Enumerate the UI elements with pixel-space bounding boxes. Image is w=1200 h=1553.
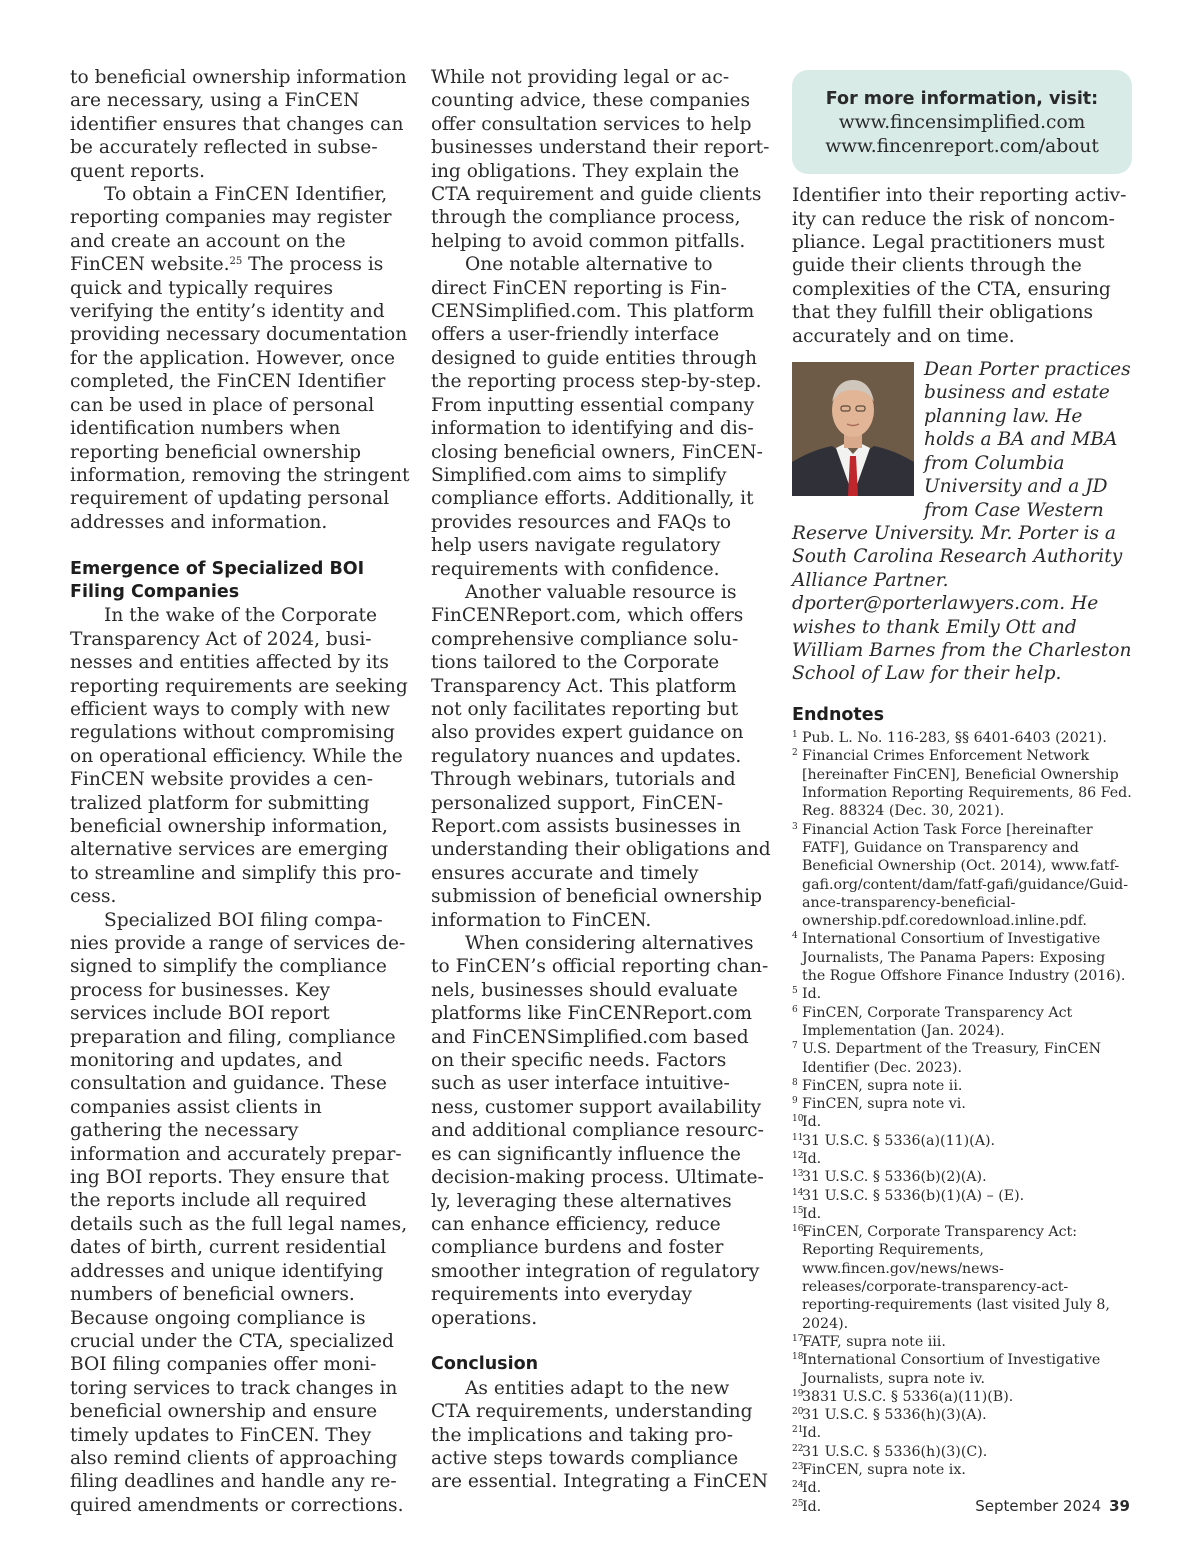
endnote-item: 1 Pub. L. No. 116-283, §§ 6401-6403 (2021). [792, 730, 1107, 747]
endnote-item: 21Id. [792, 1425, 822, 1442]
endnote-item: 3 Financial Action Task Force [hereinafter FATF], Guidance on Transparency and Beneficial Ownership (Oct. 2014), www.fatf-gafi.org/content/dam/fatf-gafi/guidance/Guidance-transparency-beneficial-ownership.pdf.coredownload.inline.pdf. [792, 821, 1128, 930]
endnote-text: FATF, supra note iii. [802, 1333, 946, 1350]
endnote-text: 31 U.S.C. § 5336(b)(1)(A) – (E). [802, 1187, 1025, 1204]
endnote-item: 8 FinCEN, supra note ii. [792, 1077, 963, 1094]
author-photo [792, 362, 914, 496]
endnote-item: 15Id. [792, 1205, 822, 1222]
endnote-text: Pub. L. No. 116-283, §§ 6401-6403 (2021). [802, 730, 1107, 747]
paragraph: One notable alternative to direct FinCEN reporting is FinCENSimplified.com. This platform offers a user-friendly interface designed to guide entities through the reporting process step-by-step. From inputting essential company information to identifying and disclosing beneficial owners, FinCENSimplified.com aims to simplify compliance efforts. Additionally, it provides resources and FAQs to help users navigate regulatory requirements with confidence. [431, 254, 763, 580]
paragraph: to beneficial ownership information are necessary, using a FinCEN identifier ensures that changes can be accurately reflected in subsequent reports. [70, 67, 407, 182]
endnotes [792, 704, 1132, 1516]
footnote-ref[interactable]: 25 [229, 256, 243, 268]
endnote-item: 6 FinCEN, Corporate Transparency Act Implementation (Jan. 2024). [792, 1004, 1073, 1039]
endnote-item: 1331 U.S.C. § 5336(b)(2)(A). [792, 1169, 987, 1186]
endnote-item: 2 Financial Crimes Enforcement Network [hereinafter FinCEN], Beneficial Ownership Information Reporting Requirements, 86 Fed. Reg. 88324 (Dec. 30, 2021). [792, 748, 1132, 820]
paragraph: While not providing legal or accounting advice, these companies offer consultation services to help businesses understand their reporting obligations. They explain the CTA requirement and guide clients through the compliance process, helping to avoid common pitfalls. [431, 67, 770, 252]
endnote-item: 2031 U.S.C. § 5336(h)(3)(A). [792, 1407, 987, 1424]
endnote-item: 17FATF, supra note iii. [792, 1333, 946, 1350]
info-box [792, 70, 1132, 174]
page-number: 39 [1109, 1497, 1130, 1515]
paragraph: As entities adapt to the new CTA requirements, understanding the implications and taking proactive steps towards compliance are essential. Integrating a FinCEN [431, 1377, 768, 1493]
paragraph: Another valuable resource is FinCENReport.com, which offers comprehensive compliance solutions tailored to the Corporate Transparency Act. This platform not only facilitates reporting but also provides expert guidance on regulatory nuances and updates. Through webinars, tutorials and personalized support, FinCENReport.com assists businesses in understanding their obligations and ensures accurate and timely submission of beneficial ownership information to FinCEN. [431, 581, 771, 931]
endnote-item: 2231 U.S.C. § 5336(h)(3)(C). [792, 1443, 988, 1460]
endnote-text: U.S. Department of the Treasury, FinCEN Identifier (Dec. 2023). [802, 1041, 1102, 1076]
issue-date: September 2024 [975, 1497, 1102, 1515]
page-footer [975, 1497, 1130, 1515]
author-bio [792, 358, 1132, 686]
endnote-item: 12Id. [792, 1150, 822, 1167]
author-portrait-icon [792, 362, 914, 496]
endnote-item: 9 FinCEN, supra note vi. [792, 1096, 966, 1113]
column-1 [70, 66, 410, 1517]
endnote-text: Id. [802, 1480, 822, 1497]
endnote-item: 1431 U.S.C. § 5336(b)(1)(A) – (E). [792, 1187, 1025, 1204]
section-heading: Conclusion [431, 1354, 539, 1375]
paragraph: When considering alternatives to FinCEN’s official reporting channels, businesses should evaluate platforms like FinCENReport.com and FinCENSimplified.com based on their specific needs. Factors such as user interface intuitiveness, customer support availability and additional compliance resources can significantly influence the decision-making process. Ultimately, leveraging these alternatives can enhance efficiency, reduce compliance burdens and foster smoother integration of regulatory requirements into everyday operations. [431, 933, 769, 1329]
endnote-text: 31 U.S.C. § 5336(b)(2)(A). [802, 1169, 987, 1186]
paragraph: In the wake of the Corporate Transparency Act of 2024, businesses and entities affected by its reporting requirements are seeking efficient ways to comply with new regulations without compromising on operational efficiency. While the FinCEN website provides a centralized platform for submitting beneficial ownership information, alternative services are emerging to streamline and simplify this process. [70, 605, 408, 908]
endnote-text: Id. [802, 1205, 822, 1222]
column-2 [431, 66, 771, 1494]
endnote-item: 10Id. [792, 1114, 822, 1131]
endnote-item: 7 U.S. Department of the Treasury, FinCEN Identifier (Dec. 2023). [792, 1041, 1102, 1076]
endnote-text: Financial Action Task Force [hereinafter FATF], Guidance on Transparency and Beneficial Ownership (Oct. 2014), www.fatf-gafi.org/content/dam/fatf-gafi/guidance/Guidance-transparency-beneficial-ownership.pdf.coredownload.inline.pdf. [802, 821, 1128, 930]
info-link[interactable]: www.fincenreport.com/about [825, 135, 1099, 157]
endnote-text: Id. [802, 986, 822, 1003]
endnote-item: 18International Consortium of Investigative Journalists, supra note iv. [792, 1352, 1101, 1387]
endnote-text: Id. [802, 1114, 822, 1131]
endnote-text: FinCEN, Corporate Transparency Act Implementation (Jan. 2024). [802, 1004, 1073, 1039]
endnote-text: 3831 U.S.C. § 5336(a)(11)(B). [802, 1388, 1014, 1405]
endnote-text: FinCEN, supra note ii. [802, 1077, 963, 1094]
endnote-text: 31 U.S.C. § 5336(h)(3)(A). [802, 1407, 987, 1424]
paragraph-text: To obtain a FinCEN Identifier, reporting companies may register and create an account on the FinCEN website. [70, 184, 392, 276]
endnote-item: 24Id. [792, 1480, 822, 1497]
endnote-text: FinCEN, supra note vi. [802, 1096, 966, 1113]
endnote-text: Id. [802, 1498, 822, 1515]
endnote-item: 193831 U.S.C. § 5336(a)(11)(B). [792, 1388, 1014, 1405]
paragraph [70, 183, 410, 534]
endnote-text: 31 U.S.C. § 5336(a)(11)(A). [802, 1132, 996, 1149]
endnote-item: 25Id. [792, 1498, 822, 1515]
endnote-text: Id. [802, 1425, 822, 1442]
endnote-text: FinCEN, Corporate Transparency Act: Reporting Requirements, www.fincen.gov/news/news-releases/corporate-transparency-act-reporting-requirements (last visited July 8, 2024). [802, 1224, 1110, 1332]
endnote-text: Id. [802, 1150, 822, 1167]
endnote-text: 31 U.S.C. § 5336(h)(3)(C). [802, 1443, 988, 1460]
bio-text: Dean Porter practices business and estate planning law. He holds a BA and MBA from Columbia University and a JD from Case Western Reserve University. Mr. Porter is a South Carolina Research Authority Alliance Partner. dporter@porterlawyers.com. He wishes to thank Emily Ott and William Barnes from the Charleston School of Law for their help. [792, 359, 1132, 685]
info-box-title: For more information, visit: [825, 89, 1099, 109]
paragraph: Specialized BOI filing companies provide a range of services designed to simplify the compliance process for businesses. Key services include BOI report preparation and filing, compliance monitoring and updates, and consultation and guidance. These companies assist clients in gathering the necessary information and accurately preparing BOI reports. They ensure that the reports include all required details such as the full legal names, dates of birth, current residential addresses and unique identifying numbers of beneficial owners. Because ongoing compliance is crucial under the CTA, specialized BOI filing companies offer monitoring services to track changes in beneficial ownership and ensure timely updates to FinCEN. They also remind clients of approaching filing deadlines and handle any required amendments or corrections. [70, 909, 408, 1516]
endnote-item: 16FinCEN, Corporate Transparency Act: Reporting Requirements, www.fincen.gov/news/news-releases/corporate-transparency-act-reporting-requirements (last visited July 8, 2024). [792, 1224, 1110, 1332]
section-heading: Emergence of Specialized BOI Filing Companies [70, 558, 365, 602]
endnote-text: International Consortium of Investigative Journalists, The Panama Papers: Exposing the Rogue Offshore Finance Industry (2016). [802, 931, 1126, 985]
endnote-text: International Consortium of Investigative Journalists, supra note iv. [802, 1352, 1101, 1387]
endnotes-title: Endnotes [792, 704, 885, 725]
endnote-item: 4 International Consortium of Investigative Journalists, The Panama Papers: Exposing the Rogue Offshore Finance Industry (2016). [792, 931, 1126, 985]
info-link[interactable]: www.fincensimplified.com [838, 112, 1086, 134]
endnote-text: Financial Crimes Enforcement Network [hereinafter FinCEN], Beneficial Ownership Information Reporting Requirements, 86 Fed. Reg. 88324 (Dec. 30, 2021). [802, 748, 1132, 820]
endnote-list [792, 729, 1132, 1516]
endnote-item: 5 Id. [792, 986, 822, 1003]
paragraph-text: The process is quick and typically requires verifying the entity’s identity and providing necessary documentation for the application. However, once completed, the FinCEN Identifier can be used in place of personal identification numbers when reporting beneficial ownership information, removing the stringent requirement of updating personal addresses and information. [70, 254, 410, 533]
column-3 [792, 66, 1132, 1516]
endnote-text: FinCEN, supra note ix. [802, 1462, 966, 1479]
paragraph: Identifier into their reporting activity can reduce the risk of noncompliance. Legal practitioners must guide their clients through the complexities of the CTA, ensuring that they fulfill their obligations accurately and on time. [792, 185, 1127, 347]
endnote-item: 1131 U.S.C. § 5336(a)(11)(A). [792, 1132, 996, 1149]
endnote-item: 23FinCEN, supra note ix. [792, 1462, 966, 1479]
